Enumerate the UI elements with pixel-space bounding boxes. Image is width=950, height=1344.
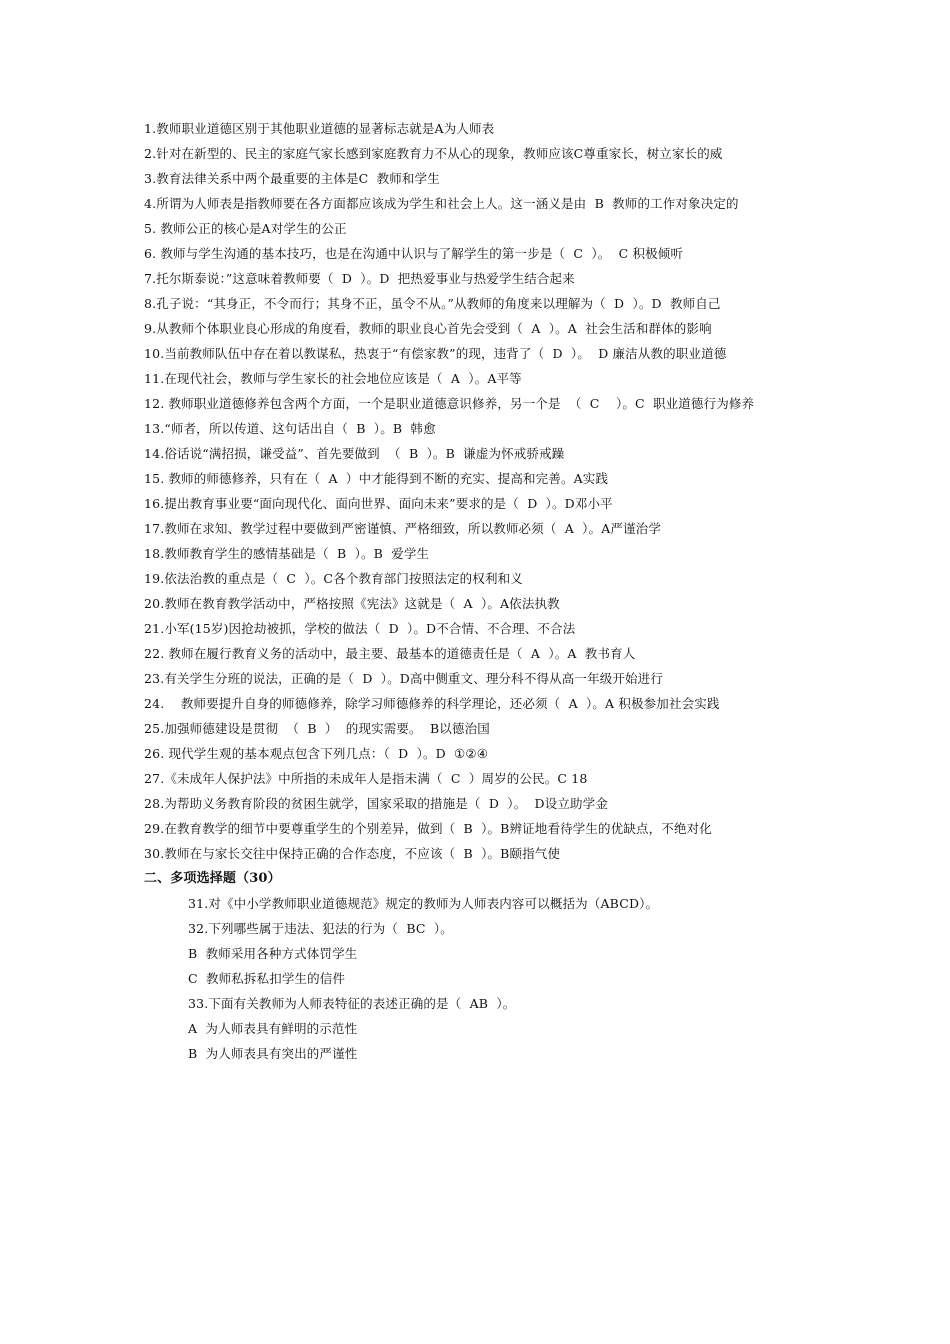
question-1: 1.教师职业道德区别于其他职业道德的显著标志就是A为人师表: [144, 121, 495, 136]
question-19: 19.依法治教的重点是（ C ）。C各个教育部门按照法定的权利和义: [144, 571, 523, 586]
question-7: 7.托尔斯泰说：”这意味着教师要（ D ）。D 把热爱事业与热爱学生结合起来: [144, 271, 575, 286]
question-4: 4.所谓为人师表是指教师要在各方面都应该成为学生和社会上人。这一涵义是由 B 教师的工作对象决定的: [144, 196, 739, 211]
question-28: 28.为帮助义务教育阶段的贫困生就学，国家采取的措施是（ D ）。 D设立助学金: [144, 796, 608, 811]
option-32-b: B 教师采用各种方式体罚学生: [188, 946, 358, 961]
question-18: 18.教师教育学生的感情基础是（ B ）。B 爱学生: [144, 546, 430, 561]
multi-question-32: 32.下列哪些属于违法、犯法的行为（ BC ）。: [188, 921, 453, 936]
question-9: 9.从教师个体职业良心形成的角度看，教师的职业良心首先会受到（ A ）。A 社会生活和群体的影响: [144, 321, 712, 336]
option-33-b: B 为人师表具有突出的严谨性: [188, 1046, 358, 1061]
question-11: 11.在现代社会，教师与学生家长的社会地位应该是（ A ）。A平等: [144, 371, 522, 386]
question-2: 2.针对在新型的、民主的家庭气家长感到家庭教育力不从心的现象，教师应该C尊重家长，树立家长的威: [144, 146, 723, 161]
question-5: 5. 教师公正的核心是A对学生的公正: [144, 221, 347, 236]
question-20: 20.教师在教育教学活动中，严格按照《宪法》这就是（ A ）。A依法执教: [144, 596, 560, 611]
question-8: 8.孔子说：“其身正，不令而行；其身不正，虽令不从。”从教师的角度来以理解为（ D ）。D 教师自己: [144, 296, 721, 311]
option-33-a: A 为人师表具有鲜明的示范性: [188, 1021, 358, 1036]
question-24: 24. 教师要提升自身的师德修养，除学习师德修养的科学理论，还必须（ A ）。A 积极参加社会实践: [144, 696, 720, 711]
question-25: 25.加强师德建设是贯彻 （ B ） 的现实需要。 B以德治国: [144, 721, 490, 736]
question-13: 13.“师者，所以传道、这句话出自（ B ）。B 韩愈: [144, 421, 436, 436]
question-30: 30.教师在与家长交往中保持正确的合作态度，不应该（ B ）。B颐指气使: [144, 846, 561, 861]
question-10: 10.当前教师队伍中存在着以教谋私，热衷于“有偿家教”的现，违背了（ D ）。 D 廉洁从教的职业道德: [144, 346, 727, 361]
question-27: 27.《未成年人保护法》中所指的未成年人是指未满（ C ）周岁的公民。C 18: [144, 771, 588, 786]
question-12: 12. 教师职业道德修养包含两个方面，一个是职业道德意识修养，另一个是 （ C ）。C 职业道德行为修养: [144, 396, 755, 411]
question-16: 16.提出教育事业要“面向现代化、面向世界、面向未来”要求的是（ D ）。D邓小平: [144, 496, 613, 511]
question-3: 3.教育法律关系中两个最重要的主体是C 教师和学生: [144, 171, 440, 186]
question-26: 26. 现代学生观的基本观点包含下列几点：（ D ）。D ①②④: [144, 746, 489, 761]
multi-question-31: 31.对《中小学教师职业道德规范》规定的教师为人师表内容可以概括为（ABCD）。: [188, 896, 659, 911]
question-29: 29.在教育教学的细节中要尊重学生的个别差异，做到（ B ）。B辨证地看待学生的优缺点，不绝对化: [144, 821, 712, 836]
question-15: 15. 教师的师德修养，只有在（ A ）中才能得到不断的充实、提高和完善。A实践: [144, 471, 609, 486]
section-heading: 二、多项选择题（30）: [144, 871, 281, 886]
question-23: 23.有关学生分班的说法，正确的是（ D ）。D高中侧重文、理分科不得从高一年级开始进行: [144, 671, 663, 686]
document-body: [144, 116, 810, 1066]
question-21: 21.小军(15岁)因抢劫被抓，学校的做法（ D ）。D不合情、不合理、不合法: [144, 621, 576, 636]
question-22: 22. 教师在履行教育义务的活动中，最主要、最基本的道德责任是（ A ）。A 教书育人: [144, 646, 636, 661]
question-6: 6. 教师与学生沟通的基本技巧，也是在沟通中认识与了解学生的第一步是（ C ）。 C 积极倾听: [144, 246, 684, 261]
question-17: 17.教师在求知、教学过程中要做到严密谨慎、严格细致，所以教师必须（ A ）。A严谨治学: [144, 521, 661, 536]
multi-question-33: 33.下面有关教师为人师表特征的表述正确的是（ AB ）。: [188, 996, 516, 1011]
option-32-c: C 教师私拆私扣学生的信件: [188, 971, 346, 986]
question-14: 14.俗话说“满招损，谦受益”、首先要做到 （ B ）。B 谦虚为怀戒骄戒躁: [144, 446, 565, 461]
